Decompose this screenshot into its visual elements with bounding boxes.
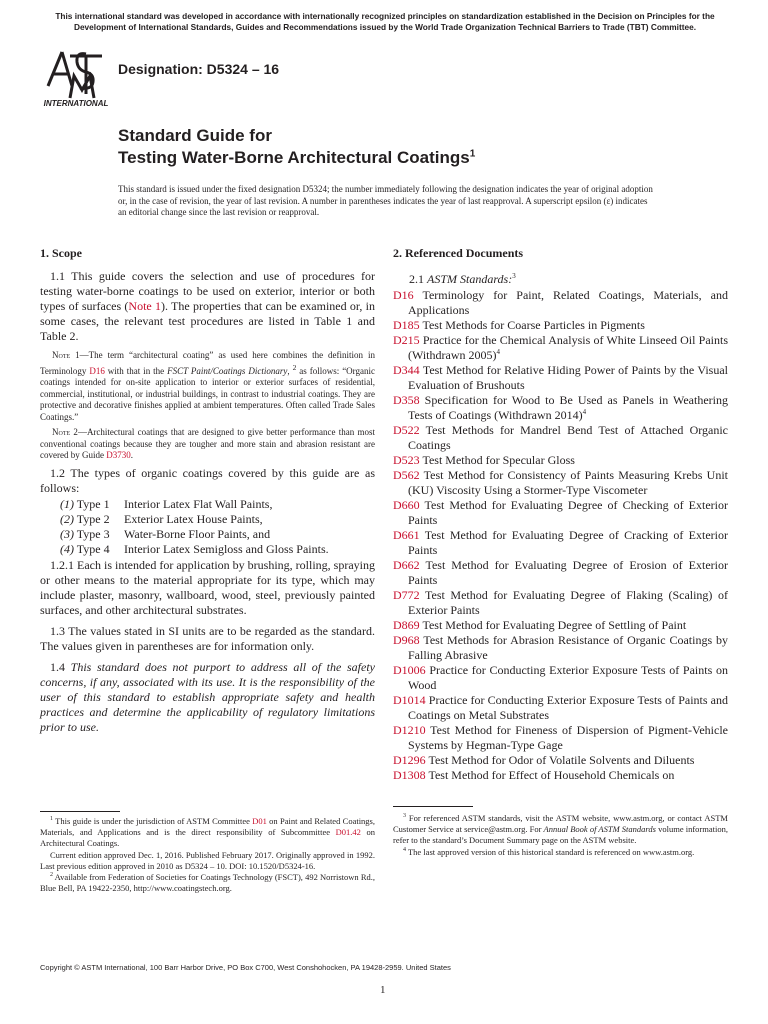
footnote-1-text-b: on Paint and Related Coatings, Materials, and Applications and is the direct responsibility of Subcommittee xyxy=(40,816,375,838)
footnotes-left xyxy=(40,816,375,894)
note-1-text-a: —The term “architectural coating” as used here combines the definition in Terminology xyxy=(40,350,375,376)
para-1-1-text-a: 1.1 This guide covers the selection and use of procedures for testing water-borne coatings to be used on exterior, interior or both types of surfaces ( xyxy=(40,269,375,313)
referenced-standards-list xyxy=(393,288,728,783)
reference-item xyxy=(393,618,728,633)
d16-link[interactable]: D16 xyxy=(89,365,105,376)
reference-title: Practice for Conducting Exterior Exposure Tests of Paints on Wood xyxy=(408,663,728,692)
title-text: Testing Water-Borne Architectural Coatings xyxy=(118,148,470,167)
footnote-1-marker: 1 xyxy=(50,816,53,823)
note-1: Note 1—The term “architectural coating” as used here combines the definition in Terminology D16 with that in the FSCT Paint/Coatings Dictionary, $^2$ as follows: “Organic coatings intended for on-site application to interior or exterior surfaces of residential, commercial, institutional, or industrial buildings, in contrast to industrial coatings. They are protective and decorative finishes applied at ambient temperatures. Often called Trade Sales Coatings.” xyxy=(40,350,376,422)
subheading-title: ASTM Standards: xyxy=(427,272,513,286)
footnote-1-text-a: This guide is under the jurisdiction of ASTM Committee xyxy=(53,816,253,826)
reference-title: Test Methods for Mandrel Bend Test of Attached Organic Coatings xyxy=(408,423,728,452)
footnote-2-text: Available from Federation of Societies for Coatings Technology (FSCT), 492 Norristown Rd., Blue Bell, PA 19422-2350, http://www.coatingstech.org. xyxy=(40,872,375,894)
reference-code-link[interactable]: D522 xyxy=(393,423,420,437)
footnote-rule-right xyxy=(393,806,473,807)
para-1-1 xyxy=(40,269,375,344)
d01-link[interactable]: D01 xyxy=(252,816,267,826)
note-1-label: Note 1 xyxy=(52,350,80,360)
section-2-heading: 2. Referenced Documents xyxy=(393,246,524,260)
type-description: Interior Latex Flat Wall Paints, xyxy=(124,496,273,511)
document-title xyxy=(118,125,475,169)
type-number xyxy=(60,512,124,527)
reference-code-link[interactable]: D344 xyxy=(393,363,420,377)
reference-item xyxy=(393,363,728,393)
type-index: (2) xyxy=(60,511,74,526)
note-2-text-b: . xyxy=(130,450,133,460)
coating-types-list xyxy=(60,497,375,557)
type-description: Exterior Latex House Paints, xyxy=(124,511,263,526)
note-1-text-c: as follows: “Organic coatings intended for on-site application to interior or exterior surfaces of residential, commercial, institutional, or industrial buildings, in contrast to industrial coatings. They are protective and decorative finishes applied at ambient temperatures. Often called Trade Sales Coatings.” xyxy=(40,365,376,422)
coating-type-row xyxy=(60,497,375,512)
reference-item xyxy=(393,453,728,468)
note-2-text-a: —Architectural coatings that are designed to give better performance than most conventional coatings because they are tougher and more stain and abrasion resistant are covered by Guide xyxy=(40,427,375,460)
section-1-heading: 1. Scope xyxy=(40,246,82,260)
reference-withdrawn-note: (Withdrawn 2005) xyxy=(408,348,497,362)
reference-title: Practice for the Chemical Analysis of White Linseed Oil Paints xyxy=(419,333,728,347)
reference-item xyxy=(393,423,728,453)
footnote-3-annual-book: Annual Book of ASTM Standards xyxy=(543,824,656,835)
d3730-link[interactable]: D3730 xyxy=(106,450,131,460)
reference-code-link[interactable]: D661 xyxy=(393,528,420,542)
reference-code-link[interactable]: D772 xyxy=(393,588,420,602)
reference-withdrawn-note: (Withdrawn 2014) xyxy=(491,408,583,422)
reference-title: Test Method for Fineness of Dispersion of Pigment-Vehicle Systems by Hegman-Type Gage xyxy=(408,723,728,752)
reference-title: Test Method for Evaluating Degree of Cracking of Exterior Paints xyxy=(408,528,728,557)
logo-caption: INTERNATIONAL xyxy=(43,99,109,108)
type-index: (3) xyxy=(60,526,74,541)
para-1-2: 1.2 The types of organic coatings covered by this guide are as follows: xyxy=(40,465,375,495)
reference-item xyxy=(393,288,728,318)
reference-item xyxy=(393,468,728,498)
reference-item xyxy=(393,528,728,558)
top-notice: This international standard was developed in accordance with internationally recognized principles on standardization established in the Decision on Principles for the Development of International Standards, Guides and Recommendations issued by the World Trade Organization Technical Barriers to Trade (TBT) Committee. xyxy=(55,11,715,32)
note-2-label: Note 2 xyxy=(52,427,78,437)
para-1-1-text-b: ). The properties that can be examined or, in some cases, the relevant test procedures are listed in Table 1 and Table 2. xyxy=(40,299,375,343)
type-index: (4) xyxy=(60,541,74,556)
title-line-2 xyxy=(118,147,475,169)
reference-code-link[interactable]: D562 xyxy=(393,468,420,482)
reference-code-link[interactable]: D358 xyxy=(393,393,420,407)
type-description: Interior Latex Semigloss and Gloss Paints. xyxy=(124,541,329,556)
footnote-2-marker: 2 xyxy=(50,872,53,879)
astm-logo xyxy=(40,46,112,108)
reference-title: Test Method for Relative Hiding Power of Paints by the Visual Evaluation of Brushouts xyxy=(408,363,728,392)
type-index: (1) xyxy=(60,496,74,511)
reference-title: Test Method for Evaluating Degree of Settling of Paint xyxy=(419,618,687,632)
reference-code-link[interactable]: D1308 xyxy=(393,768,426,782)
reference-footnote-ref: 4 xyxy=(496,348,500,356)
reference-code-link[interactable]: D660 xyxy=(393,498,420,512)
type-name: Type 3 xyxy=(76,526,110,541)
footnote-3-text-b: volume information, refer to the standard’s Document Summary page on the ASTM website. xyxy=(393,824,728,846)
left-column xyxy=(40,246,375,741)
reference-code-link[interactable]: D1006 xyxy=(393,663,426,677)
reference-title: Test Method for Evaluating Degree of Flaking (Scaling) of Exterior Paints xyxy=(408,588,728,617)
footnote-3 xyxy=(393,813,728,847)
reference-code-link[interactable]: D523 xyxy=(393,453,420,467)
para-1-2-1: 1.2.1 Each is intended for application by brushing, rolling, spraying or other means to the material appropriate for its type, which may include plaster, masonry, wallboard, wood, steel, previously painted surfaces, and other architectural substrates. xyxy=(40,557,375,617)
footnote-rule-left xyxy=(40,811,120,812)
reference-code-link[interactable]: D215 xyxy=(393,333,420,347)
intro-paragraph: This standard is issued under the fixed designation D5324; the number immediately following the designation indicates the year of original adoption or, in the case of revision, the year of last revision. A number in parentheses indicates the year of last reapproval. A superscript epsilon (ε) indicates an editorial change since the last revision or reapproval. xyxy=(118,184,653,217)
footnote-1-text-c: on Architectural Coatings. xyxy=(40,827,375,849)
reference-item xyxy=(393,633,728,663)
reference-title: Test Method for Consistency of Paints Measuring Krebs Unit (KU) Viscosity Using a Stormer-Type Viscometer xyxy=(408,468,728,497)
reference-title: Test Method for Evaluating Degree of Erosion of Exterior Paints xyxy=(408,558,728,587)
note-1-link[interactable]: Note 1 xyxy=(128,299,162,313)
reference-code-link[interactable]: D16 xyxy=(393,288,414,302)
note-1-dictionary: FSCT Paint/Coatings Dictionary xyxy=(167,365,288,376)
d01-42-link[interactable]: D01.42 xyxy=(335,827,361,838)
reference-item xyxy=(393,768,728,783)
footnote-4 xyxy=(393,847,728,858)
reference-code-link[interactable]: D869 xyxy=(393,618,420,632)
note-2 xyxy=(40,427,375,462)
type-number xyxy=(60,497,124,512)
title-line-1: Standard Guide for xyxy=(118,126,272,145)
footnotes-right xyxy=(393,813,728,858)
astm-standards-subheading xyxy=(409,269,728,287)
footnote-3-text-a: For referenced ASTM standards, visit the ASTM website, www.astm.org, or contact ASTM Customer Service at service@astm.org. For xyxy=(393,813,728,835)
coating-type-row xyxy=(60,542,375,557)
footnote-4-text: The last approved version of this historical standard is referenced on www.astm.org. xyxy=(406,846,695,857)
footnote-2 xyxy=(40,872,375,894)
page-number: 1 xyxy=(380,984,386,996)
reference-title: Test Method for Evaluating Degree of Checking of Exterior Paints xyxy=(408,498,728,527)
reference-item xyxy=(393,498,728,528)
reference-item xyxy=(393,588,728,618)
footnote-3-marker: 3 xyxy=(403,813,406,820)
reference-footnote-ref: 4 xyxy=(582,408,587,416)
footnote-4-marker: 4 xyxy=(403,846,406,853)
reference-title: Test Method for Specular Gloss xyxy=(419,453,575,467)
reference-item xyxy=(393,723,728,753)
reference-item xyxy=(393,333,728,363)
astm-logo-graphic xyxy=(40,46,112,108)
type-description: Water-Borne Floor Paints, and xyxy=(124,526,271,541)
copyright-line: Copyright © ASTM International, 100 Barr Harbor Drive, PO Box C700, West Conshohocken, PA 19428-2959. United States xyxy=(40,963,451,972)
right-column xyxy=(393,246,728,783)
reference-code-link[interactable]: D1210 xyxy=(393,723,426,737)
reference-code-link[interactable]: D1296 xyxy=(393,753,426,767)
reference-title: Practice for Conducting Exterior Exposure Tests of Paints and Coatings on Metal Substrates xyxy=(408,693,728,722)
reference-code-link[interactable]: D1014 xyxy=(393,693,426,707)
footnote-1-edition: Current edition approved Dec. 1, 2016. Published February 2017. Originally approved in 1992. Last previous edition approved in 2010 as D5324 – 10. DOI: 10.1520/D5324-16. xyxy=(40,849,375,871)
note-1-text-b: with that in the xyxy=(104,365,168,376)
reference-title: Test Methods for Abrasion Resistance of Organic Coatings by Falling Abrasive xyxy=(408,633,728,662)
subheading-footnote-ref: 3 xyxy=(512,272,516,280)
reference-title: Terminology for Paint, Related Coatings, Materials, and Applications xyxy=(408,288,728,317)
type-number xyxy=(60,527,124,542)
reference-item xyxy=(393,663,728,693)
footnote-1 xyxy=(40,816,375,850)
reference-item xyxy=(393,693,728,723)
note-1-footnote-ref: 2 xyxy=(292,362,297,372)
title-footnote-ref: 1 xyxy=(469,148,476,160)
reference-item xyxy=(393,753,728,768)
subheading-number: 2.1 xyxy=(409,272,427,286)
reference-title: Test Methods for Coarse Particles in Pigments xyxy=(419,318,645,332)
reference-code-link[interactable]: D185 xyxy=(393,318,420,332)
reference-title: Test Method for Odor of Volatile Solvents and Diluents xyxy=(425,753,695,767)
reference-item xyxy=(393,393,728,423)
coating-type-row xyxy=(60,527,375,542)
type-number xyxy=(60,542,124,557)
designation: Designation: D5324 – 16 xyxy=(118,61,280,77)
para-1-4-text: This standard does not purport to address all of the safety concerns, if any, associated with its use. It is the responsibility of the user of this standard to establish appropriate safety and health practices and determine the applicability of regulatory limitations prior to use. xyxy=(40,659,375,734)
para-1-4-number: 1.4 xyxy=(50,659,71,674)
reference-code-link[interactable]: D662 xyxy=(393,558,420,572)
coating-type-row xyxy=(60,512,375,527)
para-1-3: 1.3 The values stated in SI units are to be regarded as the standard. The values given in parentheses are for information only. xyxy=(40,623,375,653)
reference-code-link[interactable]: D968 xyxy=(393,633,420,647)
reference-title: Test Method for Effect of Household Chemicals on xyxy=(425,768,675,782)
type-name: Type 4 xyxy=(76,541,110,556)
reference-item xyxy=(393,318,728,333)
para-1-4 xyxy=(40,660,375,735)
type-name: Type 1 xyxy=(76,496,110,511)
type-name: Type 2 xyxy=(76,511,110,526)
reference-item xyxy=(393,558,728,588)
reference-title: Specification for Wood to Be Used as Panels in Weathering Tests of Coatings xyxy=(408,393,728,422)
